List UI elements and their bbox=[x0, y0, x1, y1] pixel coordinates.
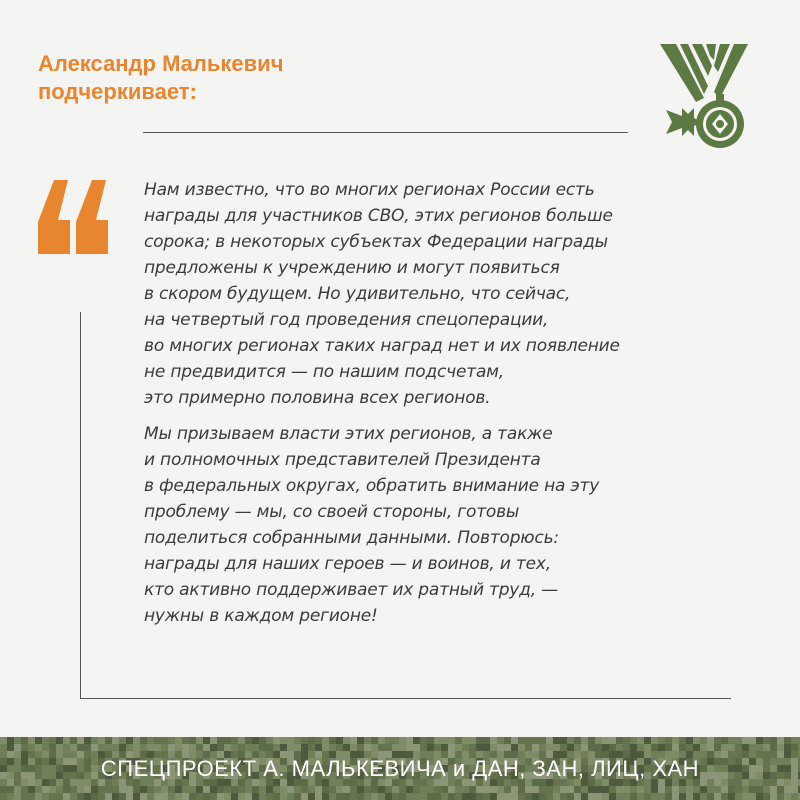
quote-mark-icon bbox=[36, 172, 116, 262]
quote-line: это примерно половина всех регионов. bbox=[144, 388, 491, 408]
camo-footer-banner bbox=[0, 737, 800, 800]
quote-line: кто активно поддерживает их ратный труд, — bbox=[144, 580, 558, 600]
medal-icon bbox=[654, 38, 754, 162]
quote-line: награды для наших героев — и воинов, и тех, bbox=[144, 554, 551, 574]
quote-paragraph-2 bbox=[144, 421, 744, 629]
quote-frame-left bbox=[80, 312, 81, 699]
author-verb: подчеркивает: bbox=[38, 79, 197, 104]
quote-line: сорока; в некоторых субъектах Федерации награды bbox=[144, 232, 608, 252]
quote-line: Нам известно, что во многих регионах России есть bbox=[144, 180, 595, 200]
quote-line: поделиться собранными данными. Повторюсь: bbox=[144, 528, 559, 548]
author-heading bbox=[38, 50, 283, 106]
quote-paragraph-1 bbox=[144, 177, 744, 411]
quote-line: на четвертый год проведения спецоперации, bbox=[144, 310, 549, 330]
quote-body bbox=[144, 177, 744, 639]
quote-line: Мы призываем власти этих регионов, а также bbox=[144, 424, 553, 444]
quote-line: предложены к учреждению и могут появиться bbox=[144, 258, 560, 278]
quote-line: и полномочных представителей Президента bbox=[144, 450, 541, 470]
footer-caption: СПЕЦПРОЕКТ А. МАЛЬКЕВИЧА и ДАН, ЗАН, ЛИЦ, ХАН bbox=[100, 756, 700, 781]
quote-line: во многих регионах таких наград нет и их появление bbox=[144, 336, 620, 356]
quote-line: нужны в каждом регионе! bbox=[144, 606, 378, 626]
quote-line: не предвидится — по нашим подсчетам, bbox=[144, 362, 505, 382]
quote-line: в федеральных округах, обратить внимание на эту bbox=[144, 476, 600, 496]
quote-line: награды для участников СВО, этих регионов больше bbox=[144, 206, 613, 226]
quote-frame-bottom bbox=[80, 698, 731, 699]
header-divider bbox=[143, 132, 628, 133]
author-name: Александр Малькевич bbox=[38, 51, 284, 76]
quote-line: в скором будущем. Но удивительно, что сейчас, bbox=[144, 284, 571, 304]
quote-line: проблему — мы, со своей стороны, готовы bbox=[144, 502, 520, 522]
